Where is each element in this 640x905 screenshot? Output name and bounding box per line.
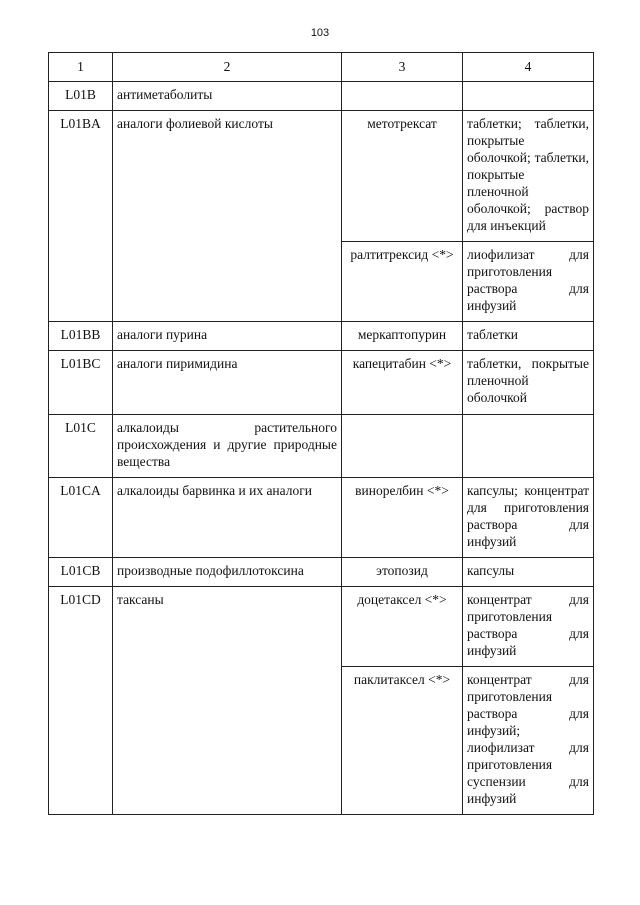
atc-code: L01CA — [49, 478, 113, 558]
dosage-form: концентрат для приготовления раствора для инфузий; лиофилизат для приготовления суспензии для инфузий — [463, 667, 594, 815]
table-row — [49, 558, 594, 587]
group-name: производные подофиллотоксина — [113, 558, 342, 587]
atc-code: L01BC — [49, 351, 113, 415]
atc-code-continued — [49, 242, 113, 322]
dosage-form: капсулы — [463, 558, 594, 587]
table-row — [49, 415, 594, 478]
table-row — [49, 111, 594, 242]
dosage-form: капсулы; концентрат для приготовления раствора для инфузий — [463, 478, 594, 558]
dosage-form: таблетки, покрытые пленочной оболочкой — [463, 351, 594, 415]
drug-name: этопозид — [342, 558, 463, 587]
dosage-form: лиофилизат для приготовления раствора для инфузий — [463, 242, 594, 322]
dosage-form — [463, 415, 594, 478]
page-number: 103 — [310, 27, 330, 39]
drug-name: паклитаксел <*> — [342, 667, 463, 815]
atc-code: L01CD — [49, 587, 113, 667]
header-cell: 4 — [463, 53, 594, 82]
group-name: алкалоиды барвинка и их аналоги — [113, 478, 342, 558]
group-name: аналоги пурина — [113, 322, 342, 351]
header-cell: 2 — [113, 53, 342, 82]
drug-name: меркаптопурин — [342, 322, 463, 351]
group-name: аналоги пиримидина — [113, 351, 342, 415]
table-row — [49, 322, 594, 351]
drug-name: капецитабин <*> — [342, 351, 463, 415]
table-row — [49, 82, 594, 111]
atc-code: L01B — [49, 82, 113, 111]
dosage-form — [463, 82, 594, 111]
group-name: аналоги фолиевой кислоты — [113, 111, 342, 242]
drug-classification-table — [48, 52, 594, 815]
dosage-form: концентрат для приготовления раствора для инфузий — [463, 587, 594, 667]
table-header-row — [49, 53, 594, 82]
drug-name: метотрексат — [342, 111, 463, 242]
dosage-form: таблетки; таблетки, покрытые оболочкой; таблетки, покрытые пленочной оболочкой; раствор для инъекций — [463, 111, 594, 242]
drug-name: ралтитрексид <*> — [342, 242, 463, 322]
atc-code-continued — [49, 667, 113, 815]
header-cell: 1 — [49, 53, 113, 82]
drug-name: доцетаксел <*> — [342, 587, 463, 667]
table-row — [49, 351, 594, 415]
atc-code: L01BA — [49, 111, 113, 242]
dosage-form: таблетки — [463, 322, 594, 351]
drug-name: винорелбин <*> — [342, 478, 463, 558]
drug-name — [342, 82, 463, 111]
drug-name — [342, 415, 463, 478]
atc-code: L01BB — [49, 322, 113, 351]
table-row — [49, 242, 594, 322]
table-row — [49, 587, 594, 667]
group-name-continued — [113, 242, 342, 322]
group-name: таксаны — [113, 587, 342, 667]
group-name: алкалоиды растительного происхождения и другие природные вещества — [113, 415, 342, 478]
group-name: антиметаболиты — [113, 82, 342, 111]
table-row — [49, 478, 594, 558]
atc-code: L01CB — [49, 558, 113, 587]
header-cell: 3 — [342, 53, 463, 82]
atc-code: L01C — [49, 415, 113, 478]
table-row — [49, 667, 594, 815]
group-name-continued — [113, 667, 342, 815]
